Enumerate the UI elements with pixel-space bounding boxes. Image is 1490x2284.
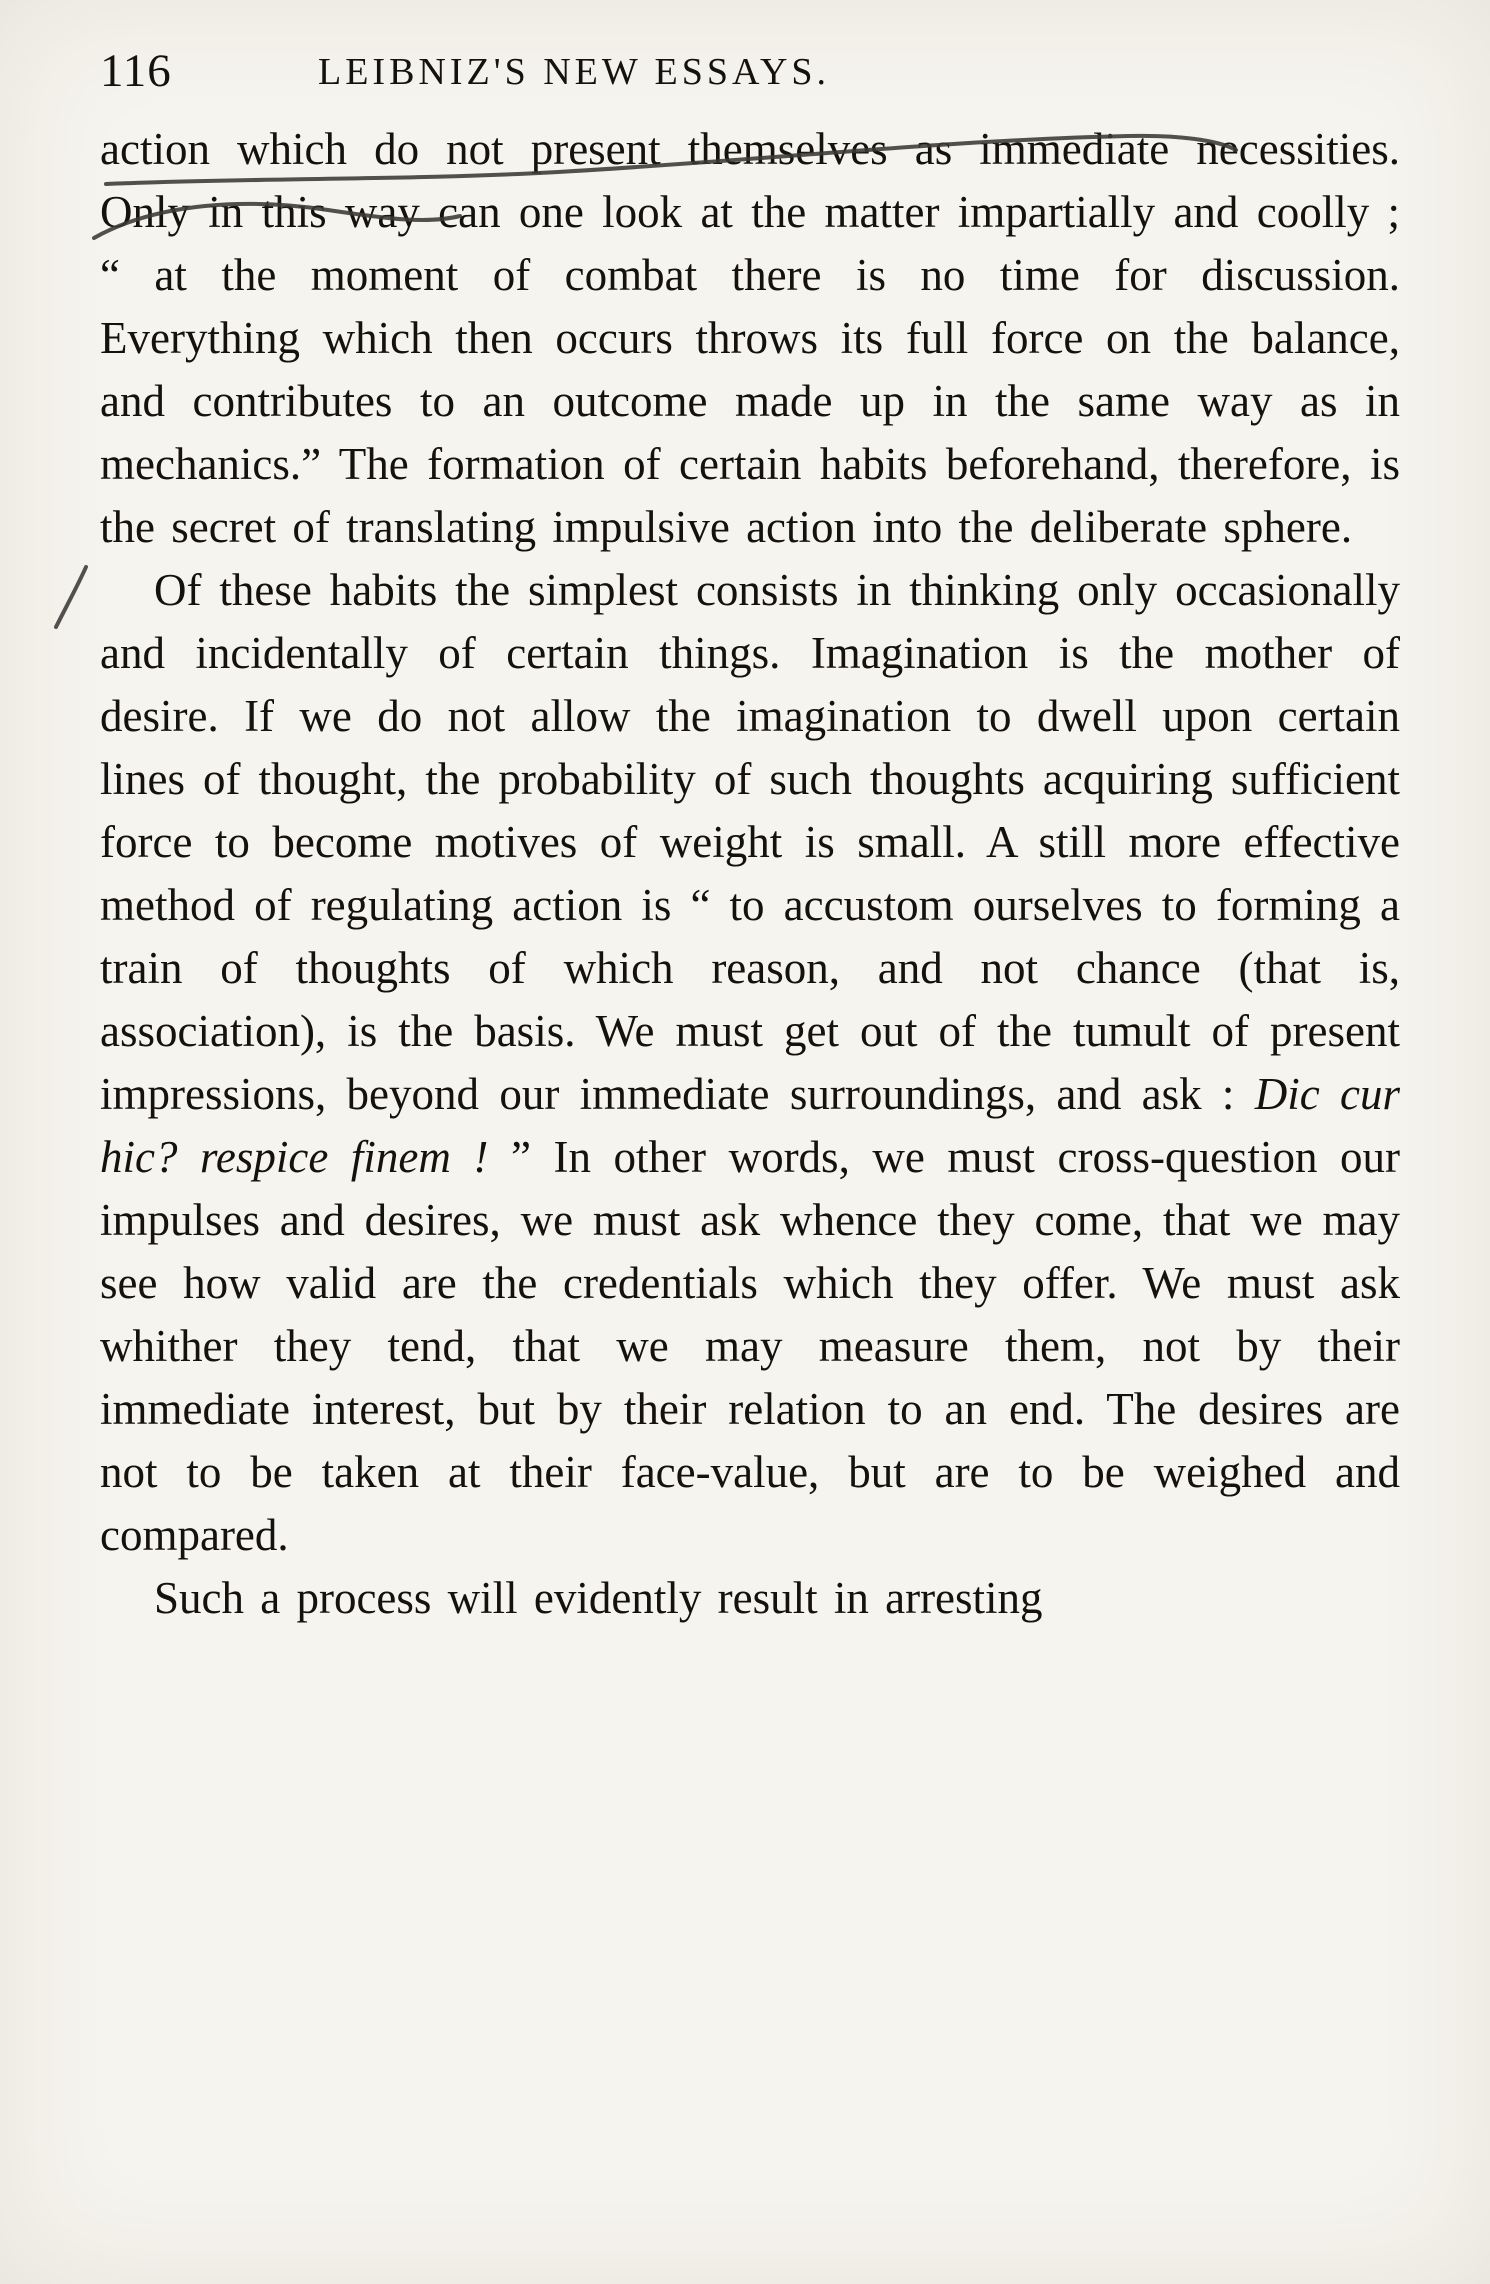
text-block [100, 118, 1400, 1630]
paragraph [100, 1567, 1400, 1630]
paragraph-text: action which do not present themselves as immediate necessities. Only in this way can one look at the matter impartially and coolly ; “ at the moment of combat there is no time for discussion. Everything which then occurs throws its full force on the balance, and contributes to an outcome made up in the same way as in mechanics.” The formation of certain habits beforehand, therefore, is the secret of translating impulsive action into the deliberate sphere. [100, 124, 1400, 552]
paragraph [100, 559, 1400, 1567]
handwritten-marginal-slash-mark [48, 561, 96, 633]
paragraph [100, 118, 1400, 559]
paragraph-text-latin-phrase: Dic cur hic? respice finem ! [100, 1069, 1400, 1182]
running-head [100, 44, 1390, 104]
page-number: 116 [100, 45, 172, 97]
paragraph-text: ” In other words, we must cross-question our impulses and desires, we must ask whence they come, that we may see how valid are the credentials which they offer. We must ask whither they tend, that we may measure them, not by their immediate interest, but by their relation to an end. The desires are not to be taken at their face-value, but are to be weighed and compared. [100, 1132, 1400, 1560]
paragraph-text: Of these habits the simplest consists in thinking only occasionally and incidentally of certain things. Imagination is the mother of desire. If we do not allow the imagination to dwell upon certain lines of thought, the probability of such thoughts acquiring sufficient force to become motives of weight is small. A still more effective method of regulating action is “ to accustom ourselves to forming a train of thoughts of which reason, and not chance (that is, association), is the basis. We must get out of the tumult of present impressions, beyond our immediate surroundings, and ask : [100, 565, 1400, 1119]
running-title: LEIBNIZ'S NEW ESSAYS. [318, 51, 831, 93]
paragraph-text: Such a process will evidently result in arresting [154, 1573, 1043, 1623]
